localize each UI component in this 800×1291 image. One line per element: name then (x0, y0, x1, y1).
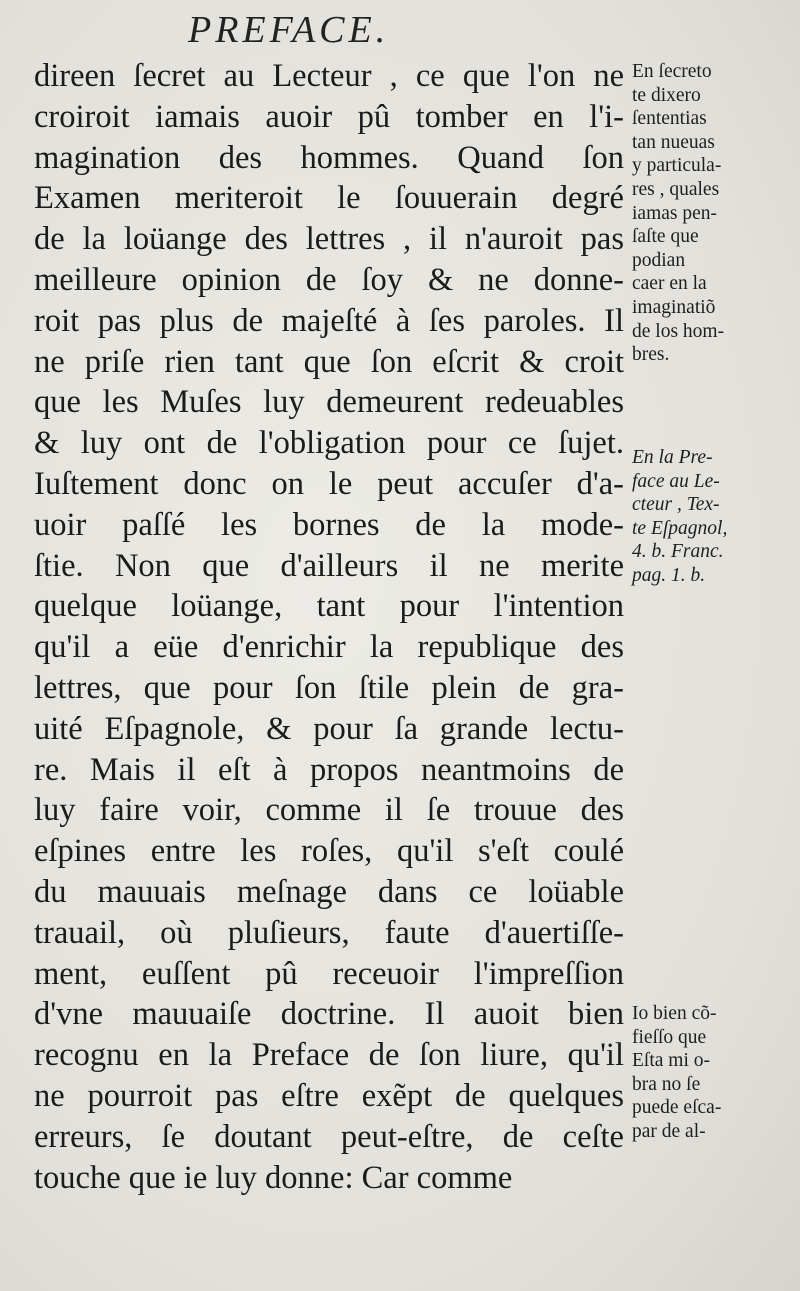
margin-line: tan nueuas (632, 131, 715, 153)
text-line: direen ſecret au Lecteur , ce que l'on ne (34, 58, 624, 94)
margin-line: bres. (632, 344, 670, 366)
margin-line: de los hom- (632, 320, 725, 342)
margin-line: Io bien cõ- (632, 1003, 717, 1024)
text-line: du mauuais meſnage dans ce loüable (34, 873, 624, 910)
text-line: recognu en la Preface de ſon liure, qu'il (34, 1037, 624, 1074)
margin-line: iamas pen- (632, 202, 718, 224)
text-line: ſtie. Non que d'ailleurs il ne merite (34, 547, 624, 584)
text-line: Examen meriteroit le ſouuerain degré (34, 180, 624, 217)
margin-line: pag. 1. b. (632, 564, 706, 586)
margin-line: ſententias (632, 108, 707, 130)
margin-line: te dixero (632, 84, 701, 106)
margin-line: Eſta mi o- (632, 1050, 710, 1072)
text-line: roit pas plus de majeſté à ſes paroles. Il (34, 302, 624, 339)
text-line: & luy ont de l'obligation pour ce ſujet. (34, 425, 624, 462)
margin-line: En ſecreto (632, 61, 712, 82)
text-line: eſpines entre les roſes, qu'il s'eſt coulé (34, 833, 624, 870)
text-line: Iuſtement donc on le peut accuſer d'a- (34, 465, 624, 502)
text-line: uité Eſpagnole, & pour ſa grande lectu- (34, 710, 624, 747)
text-line: erreurs, ſe doutant peut-eſtre, de ceſte (34, 1118, 624, 1155)
margin-line: y particula- (632, 155, 722, 177)
text-line: de la loüange des lettres , il n'auroit pas (34, 221, 624, 258)
margin-line: cteur , Tex- (632, 494, 720, 516)
margin-note-spanish-quote (632, 60, 766, 367)
margin-line: res , quales (632, 178, 720, 200)
text-line: ne pourroit pas eſtre exẽpt de quelques (34, 1077, 624, 1114)
text-line: quelque loüange, tant pour l'intention (34, 588, 624, 625)
margin-line: caer en la (632, 273, 707, 295)
text-line: que les Muſes luy demeurent redeuables (34, 384, 624, 421)
text-line: re. Mais il eſt à propos neantmoins de (34, 751, 624, 788)
body-text (34, 56, 624, 1198)
text-line: uoir paſſé les bornes de la mode- (34, 506, 624, 543)
margin-line: ſaſte que (632, 226, 699, 248)
text-line: lettres, que pour ſon ſtile plein de gra- (34, 669, 624, 706)
text-line: luy faire voir, comme il ſe trouue des (34, 792, 624, 829)
text-line: ne priſe rien tant que ſon eſcrit & croit (34, 343, 624, 380)
margin-line: bra no ſe (632, 1073, 701, 1095)
text-line: croiroit iamais auoir pû tomber en l'i- (34, 98, 624, 135)
margin-note-confession (632, 1002, 766, 1144)
margin-note-reference (632, 446, 766, 588)
margin-line: face au Le- (632, 470, 720, 492)
text-line: qu'il a eüe d'enrichir la republique des (34, 629, 624, 666)
margin-line: 4. b. Franc. (632, 541, 724, 563)
margin-line: par de al- (632, 1120, 706, 1142)
text-line: touche que ie luy donne: Car comme (34, 1159, 513, 1196)
text-line: magination des hommes. Quand ſon (34, 139, 624, 176)
running-header: PREFACE. (188, 9, 390, 51)
margin-line: fieſſo que (632, 1026, 707, 1048)
margin-line: puede eſca- (632, 1097, 722, 1119)
text-line: trauail, où pluſieurs, faute d'auertiſſe- (34, 914, 624, 951)
margin-line: te Eſpagnol, (632, 517, 728, 539)
text-line: meilleure opinion de ſoy & ne donne- (34, 261, 624, 298)
margin-line: podian (632, 249, 686, 271)
margin-line: En la Pre- (632, 447, 713, 468)
margin-line: imaginatiõ (632, 296, 716, 318)
text-line: d'vne mauuaiſe doctrine. Il auoit bien (34, 996, 624, 1033)
text-line: ment, euſſent pû receuoir l'impreſſion (34, 955, 624, 992)
